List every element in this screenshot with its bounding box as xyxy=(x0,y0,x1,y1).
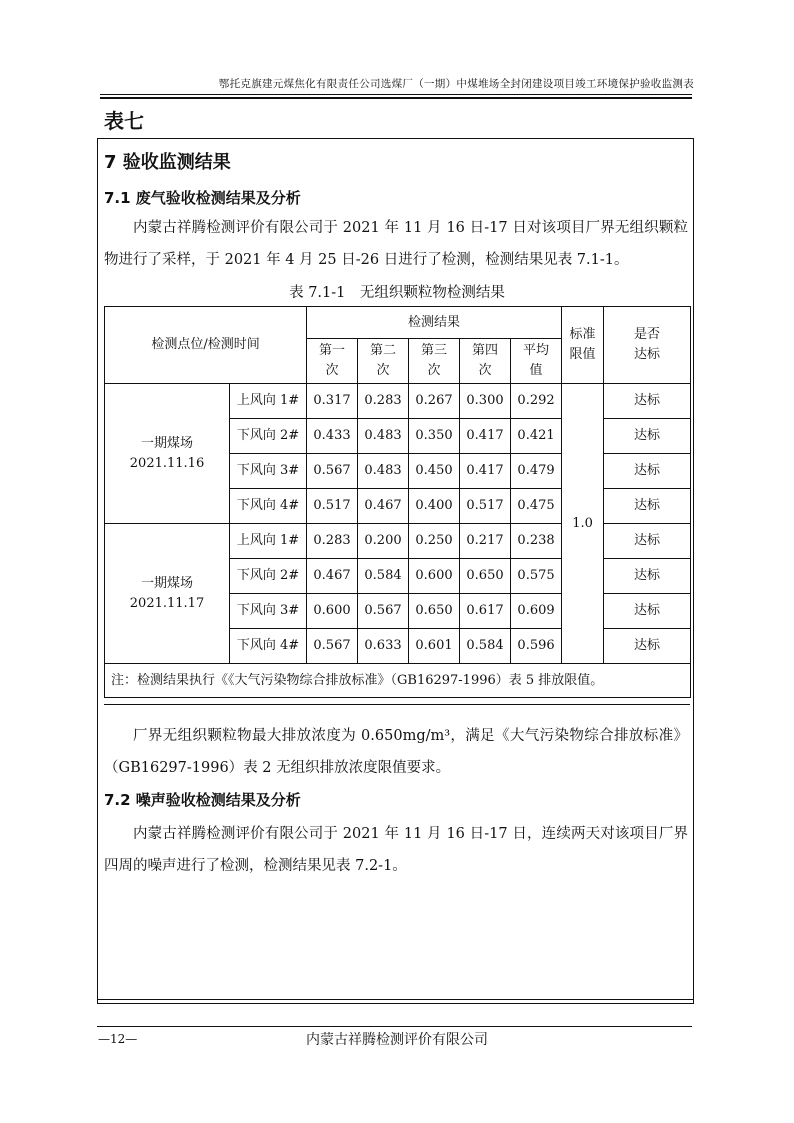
value-cell: 0.350 xyxy=(409,419,460,454)
content-frame-inner-rule xyxy=(98,999,693,1000)
value-cell: 0.617 xyxy=(460,594,511,629)
table-caption: 表 7.1-1 无组织颗粒物检测结果 xyxy=(289,285,505,301)
value-cell: 0.633 xyxy=(358,629,409,664)
point-cell: 下风向 4# xyxy=(230,489,307,524)
table-note: 注：检测结果执行《《大气污染物综合排放标准》（GB16297-1996）表 5 排放限值。 xyxy=(105,664,691,698)
compliance-cell: 达标 xyxy=(604,419,691,454)
group-date: 2021.11.17 xyxy=(129,595,205,611)
value-cell: 0.217 xyxy=(460,524,511,559)
standard-value-cell: 1.0 xyxy=(562,384,604,664)
group-site: 一期煤场 xyxy=(140,575,193,591)
compliance-cell: 达标 xyxy=(604,454,691,489)
average-cell: 0.575 xyxy=(511,559,562,594)
value-cell: 0.283 xyxy=(358,384,409,419)
value-cell: 0.483 xyxy=(358,454,409,489)
header-location-time: 检测点位/检测时间 xyxy=(105,307,307,384)
group-site-cell xyxy=(105,524,230,664)
compliance-cell: 达标 xyxy=(604,559,691,594)
point-cell: 上风向 1# xyxy=(230,384,307,419)
value-cell: 0.650 xyxy=(409,594,460,629)
point-cell: 上风向 1# xyxy=(230,524,307,559)
header-compliance xyxy=(604,307,691,384)
header-sub-col-text: 平均值 xyxy=(523,343,550,378)
header-sub-col-text: 第三次 xyxy=(421,343,448,378)
compliance-cell: 达标 xyxy=(604,524,691,559)
average-cell: 0.479 xyxy=(511,454,562,489)
page-header-title: 鄂托克旗建元煤焦化有限责任公司选煤厂（一期）中煤堆场全封闭建设项目竣工环境保护验收监测表 xyxy=(218,78,694,90)
header-compliance-text: 是否达标 xyxy=(634,327,661,362)
header-sub-col-text: 第二次 xyxy=(370,343,397,378)
section-separator xyxy=(104,704,690,705)
header-sub-col xyxy=(358,339,409,384)
section-7-2-paragraph: 内蒙古祥腾检测评价有限公司于 2021 年 11 月 16 日-17 日，连续两天对该项目厂界四周的噪声进行了检测，检测结果见表 7.2-1。 xyxy=(104,826,688,874)
point-cell: 下风向 2# xyxy=(230,559,307,594)
value-cell: 0.417 xyxy=(460,419,511,454)
value-cell: 0.567 xyxy=(307,454,358,489)
header-rule-thin xyxy=(100,94,692,95)
value-cell: 0.467 xyxy=(358,489,409,524)
value-cell: 0.584 xyxy=(460,629,511,664)
value-cell: 0.267 xyxy=(409,384,460,419)
footer-rule xyxy=(97,1026,692,1027)
average-cell: 0.475 xyxy=(511,489,562,524)
header-sub-col xyxy=(409,339,460,384)
group-site: 一期煤场 xyxy=(140,435,193,451)
header-sub-col-text: 第一次 xyxy=(319,343,346,378)
average-cell: 0.292 xyxy=(511,384,562,419)
compliance-cell: 达标 xyxy=(604,489,691,524)
value-cell: 0.300 xyxy=(460,384,511,419)
section-7-1-conclusion: 厂界无组织颗粒物最大排放浓度为 0.650mg/m³，满足《大气污染物综合排放标准》（GB16297-1996）表 2 无组织排放浓度限值要求。 xyxy=(104,728,688,776)
value-cell: 0.650 xyxy=(460,559,511,594)
group-site-cell xyxy=(105,384,230,524)
header-sub-col xyxy=(511,339,562,384)
section-7-1-heading: 7.1 废气验收检测结果及分析 xyxy=(104,189,301,207)
value-cell: 0.450 xyxy=(409,454,460,489)
value-cell: 0.584 xyxy=(358,559,409,594)
value-cell: 0.317 xyxy=(307,384,358,419)
value-cell: 0.567 xyxy=(307,629,358,664)
header-sub-col xyxy=(460,339,511,384)
value-cell: 0.467 xyxy=(307,559,358,594)
particulate-results-table xyxy=(104,306,691,698)
table-section-label: 表七 xyxy=(104,109,144,133)
value-cell: 0.400 xyxy=(409,489,460,524)
value-cell: 0.567 xyxy=(358,594,409,629)
value-cell: 0.200 xyxy=(358,524,409,559)
point-cell: 下风向 3# xyxy=(230,454,307,489)
value-cell: 0.517 xyxy=(460,489,511,524)
compliance-cell: 达标 xyxy=(604,629,691,664)
header-standard xyxy=(562,307,604,384)
table-row xyxy=(105,384,691,419)
section-7-2-heading: 7.2 噪声验收检测结果及分析 xyxy=(104,791,301,809)
average-cell: 0.238 xyxy=(511,524,562,559)
value-cell: 0.600 xyxy=(307,594,358,629)
average-cell: 0.596 xyxy=(511,629,562,664)
average-cell: 0.609 xyxy=(511,594,562,629)
value-cell: 0.601 xyxy=(409,629,460,664)
group-date: 2021.11.16 xyxy=(129,455,205,471)
header-sub-col xyxy=(307,339,358,384)
value-cell: 0.600 xyxy=(409,559,460,594)
value-cell: 0.417 xyxy=(460,454,511,489)
value-cell: 0.250 xyxy=(409,524,460,559)
table-row xyxy=(105,524,691,559)
main-heading: 7 验收监测结果 xyxy=(104,152,231,173)
header-results: 检测结果 xyxy=(307,307,562,339)
section-7-1-paragraph: 内蒙古祥腾检测评价有限公司于 2021 年 11 月 16 日-17 日对该项目厂界无组织颗粒物进行了采样，于 2021 年 4 月 25 日-26 日进行了检测，检测结果见表 7.1-1。 xyxy=(104,220,688,268)
point-cell: 下风向 4# xyxy=(230,629,307,664)
average-cell: 0.421 xyxy=(511,419,562,454)
value-cell: 0.433 xyxy=(307,419,358,454)
header-standard-text: 标准限值 xyxy=(569,327,596,362)
compliance-cell: 达标 xyxy=(604,384,691,419)
value-cell: 0.483 xyxy=(358,419,409,454)
footer-company: 内蒙古祥腾检测评价有限公司 xyxy=(306,1032,488,1048)
point-cell: 下风向 3# xyxy=(230,594,307,629)
page-number: —12— xyxy=(98,1032,138,1046)
header-rule-thick xyxy=(100,97,692,99)
header-sub-col-text: 第四次 xyxy=(472,343,499,378)
compliance-cell: 达标 xyxy=(604,594,691,629)
point-cell: 下风向 2# xyxy=(230,419,307,454)
value-cell: 0.283 xyxy=(307,524,358,559)
value-cell: 0.517 xyxy=(307,489,358,524)
